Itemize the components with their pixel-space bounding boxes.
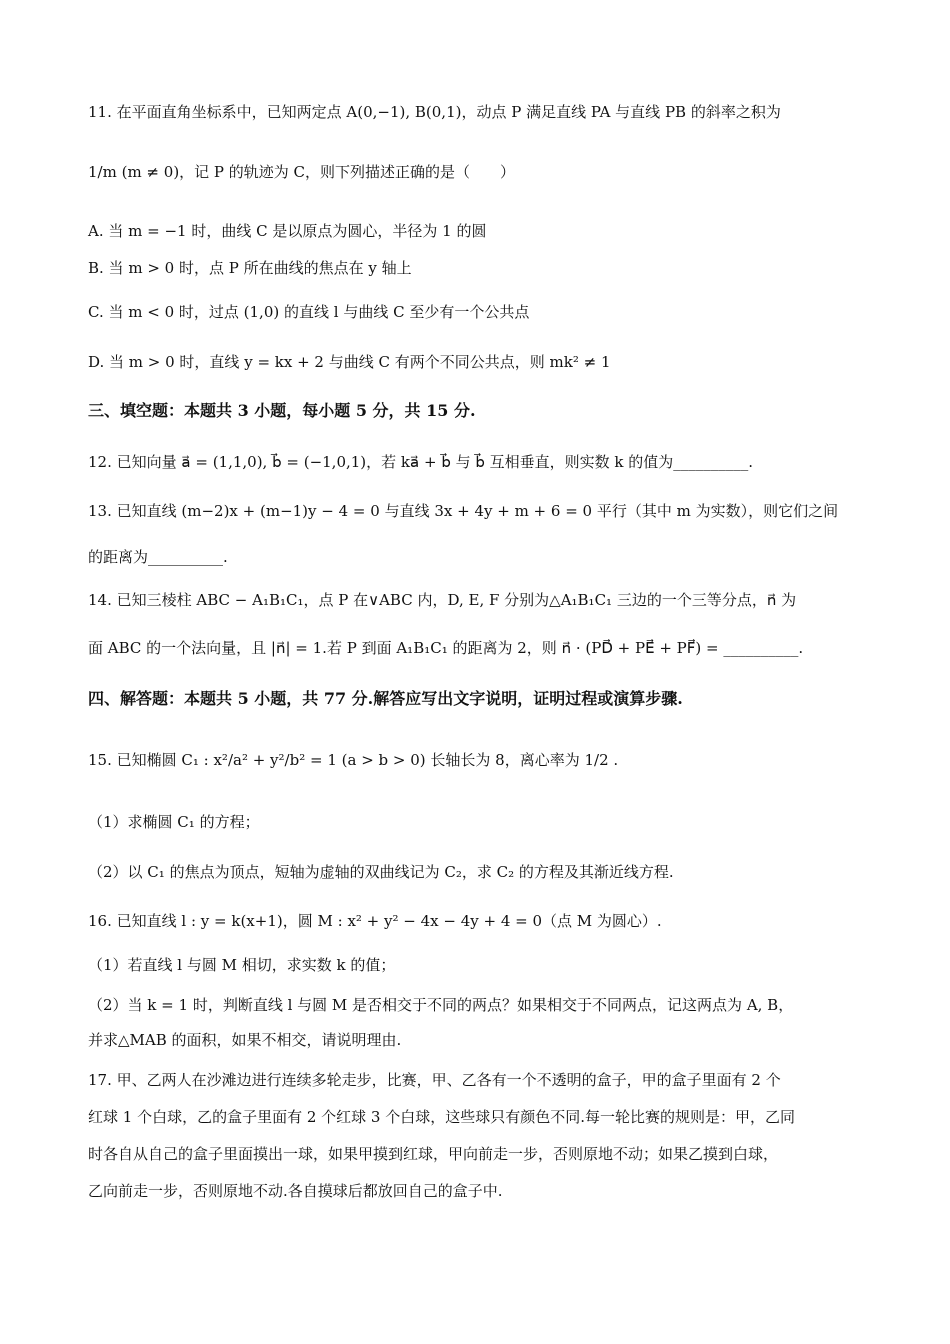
q16-part1: （1）若直线 l 与圆 M 相切，求实数 k 的值； xyxy=(88,956,396,974)
q17-line2: 红球 1 个白球，乙的盒子里面有 2 个红球 3 个白球，这些球只有颜色不同.每一轮比赛的规则是：甲，乙同 xyxy=(88,1108,796,1126)
q17-line3: 时各自从自己的盒子里面摸出一球，如果甲摸到红球，甲向前走一步，否则原地不动；如果乙摸到白球， xyxy=(88,1145,779,1163)
q15-stem: 15. 已知椭圆 C₁ : x²/a² + y²/b² = 1 (a > b > 0) 长轴长为 8，离心率为 1/2 . xyxy=(88,751,619,769)
q11-option-d: D. 当 m > 0 时，直线 y = kx + 2 与曲线 C 有两个不同公共点，则 mk² ≠ 1 xyxy=(88,353,611,371)
q13-stem-line2: 的距离为__________. xyxy=(88,548,228,566)
q14-stem-line1: 14. 已知三棱柱 ABC − A₁B₁C₁，点 P 在∨ABC 内，D, E, F 分别为△A₁B₁C₁ 三边的一个三等分点，n⃗ 为 xyxy=(88,591,797,609)
q16-part2-cont: 并求△MAB 的面积，如果不相交，请说明理由. xyxy=(88,1031,402,1049)
q13-stem-line1: 13. 已知直线 (m−2)x + (m−1)y − 4 = 0 与直线 3x + 4y + m + 6 = 0 平行（其中 m 为实数），则它们之间 xyxy=(88,502,839,520)
section-4-heading: 四、解答题：本题共 5 小题，共 77 分.解答应写出文字说明，证明过程或演算步骤. xyxy=(88,689,683,708)
section-3-heading: 三、填空题：本题共 3 小题，每小题 5 分，共 15 分. xyxy=(88,401,476,420)
q16-part2: （2）当 k = 1 时，判断直线 l 与圆 M 是否相交于不同的两点？如果相交于不同两点，记这两点为 A, B， xyxy=(88,996,794,1014)
q12-stem: 12. 已知向量 a⃗ = (1,1,0), b⃗ = (−1,0,1)，若 ka⃗ + b⃗ 与 b⃗ 互相垂直，则实数 k 的值为__________. xyxy=(88,453,754,471)
q11-option-a: A. 当 m = −1 时，曲线 C 是以原点为圆心，半径为 1 的圆 xyxy=(88,222,487,240)
q11-stem-line2: 1/m (m ≠ 0)，记 P 的轨迹为 C，则下列描述正确的是（ ） xyxy=(88,163,516,181)
q11-option-b: B. 当 m > 0 时，点 P 所在曲线的焦点在 y 轴上 xyxy=(88,259,412,277)
q11-option-c: C. 当 m < 0 时，过点 (1,0) 的直线 l 与曲线 C 至少有一个公共点 xyxy=(88,303,530,321)
q16-stem: 16. 已知直线 l : y = k(x+1)，圆 M : x² + y² − 4x − 4y + 4 = 0（点 M 为圆心）. xyxy=(88,912,662,930)
q15-part1: （1）求椭圆 C₁ 的方程； xyxy=(88,813,260,831)
q11-stem-line1: 11. 在平面直角坐标系中，已知两定点 A(0,−1), B(0,1)，动点 P 满足直线 PA 与直线 PB 的斜率之积为 xyxy=(88,103,781,121)
q14-stem-line2: 面 ABC 的一个法向量，且 |n⃗| = 1.若 P 到面 A₁B₁C₁ 的距离为 2，则 n⃗ · (PD⃗ + PE⃗ + PF⃗) = __________. xyxy=(88,639,804,657)
q15-part2: （2）以 C₁ 的焦点为顶点，短轴为虚轴的双曲线记为 C₂，求 C₂ 的方程及其渐近线方程. xyxy=(88,863,674,881)
q17-line1: 17. 甲、乙两人在沙滩边进行连续多轮走步，比赛，甲、乙各有一个不透明的盒子，甲的盒子里面有 2 个 xyxy=(88,1071,781,1089)
q17-line4: 乙向前走一步，否则原地不动.各自摸球后都放回自己的盒子中. xyxy=(88,1182,503,1200)
